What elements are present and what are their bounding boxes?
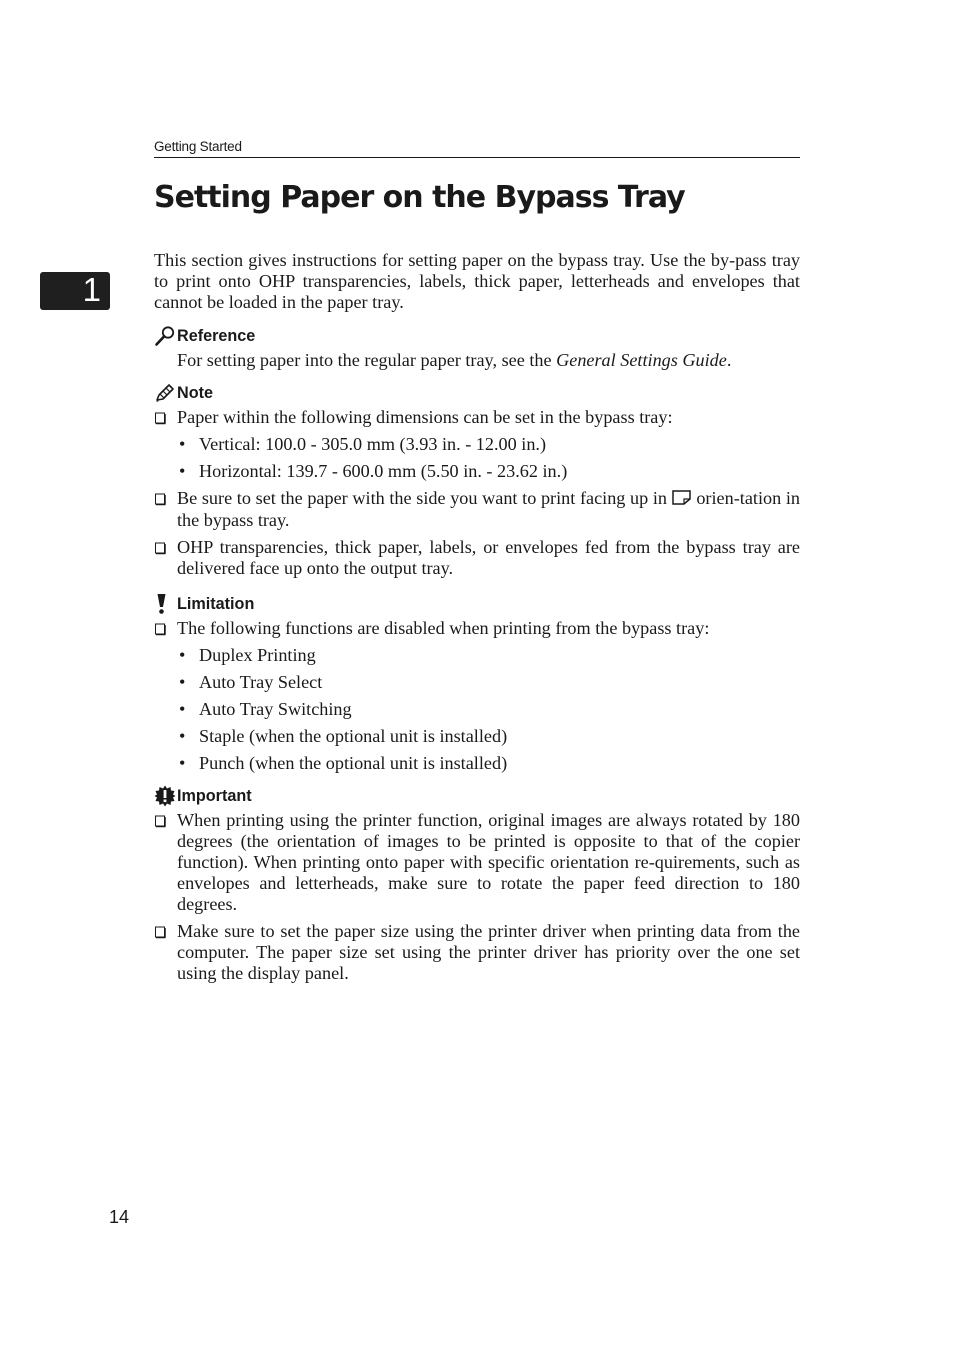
important-item	[154, 921, 800, 984]
important-item-text: When printing using the printer function, original images are always rotated by 180 degrees (the orientation of images to be printed is opposite to that of the copier function). When printing onto paper with specific orientation re-quirements, such as envelopes and letterheads, make sure to rotate the paper feed direction to 180 degrees.	[177, 810, 800, 914]
running-header: Getting Started	[154, 139, 800, 158]
pencil-icon	[154, 382, 177, 404]
checkbox-icon	[154, 810, 170, 831]
checkbox-icon	[154, 537, 170, 558]
important-seal-icon	[154, 785, 177, 807]
note-item	[154, 537, 800, 579]
exclamation-icon	[154, 593, 177, 615]
bullet-text: Auto Tray Switching	[199, 699, 352, 719]
note-item	[154, 488, 800, 531]
important-label: Important	[177, 787, 252, 805]
checkbox-icon	[154, 407, 170, 428]
bullet-text: Staple (when the optional unit is installed)	[199, 726, 508, 746]
chapter-number: 1	[82, 271, 101, 308]
note-label: Note	[177, 384, 213, 402]
important-item-text: Make sure to set the paper size using the printer driver when printing data from the computer. The paper size set using the printer driver has priority over the one set using the display panel.	[177, 921, 800, 983]
bullet-text: Duplex Printing	[199, 645, 316, 665]
page-title: Setting Paper on the Bypass Tray	[154, 180, 685, 215]
bullet-text: Punch (when the optional unit is installed)	[199, 753, 508, 773]
important-section	[154, 785, 800, 984]
limitation-item	[154, 618, 800, 639]
checkbox-icon	[154, 618, 170, 639]
note-section	[154, 382, 800, 579]
page-number: 14	[109, 1207, 130, 1227]
note-heading	[154, 382, 800, 404]
bullet-item: • Auto Tray Select	[179, 672, 323, 692]
reference-text: For setting paper into the regular paper tray, see the General Settings Guide.	[177, 350, 732, 370]
page-content	[154, 250, 800, 984]
checkbox-icon	[154, 921, 170, 942]
reference-label: Reference	[177, 327, 256, 345]
limitation-section	[154, 593, 800, 774]
bullet-text: Vertical: 100.0 - 305.0 mm (3.93 in. - 12.00 in.)	[199, 434, 547, 454]
limitation-heading	[154, 593, 800, 615]
bullet-item: • Staple (when the optional unit is installed)	[179, 726, 508, 746]
bullet-item: • Duplex Printing	[179, 645, 316, 665]
note-item-text: Be sure to set the paper with the side you want to print facing up in orien-tation in the bypass tray.	[177, 488, 800, 530]
intro-paragraph: This section gives instructions for setting paper on the bypass tray. Use the by-pass tray to print onto OHP transparencies, labels, thick paper, letterheads and envelopes that cannot be loaded in the paper tray.	[154, 250, 800, 312]
bullet-text: Horizontal: 139.7 - 600.0 mm (5.50 in. - 23.62 in.)	[199, 461, 568, 481]
bullet-text: Auto Tray Select	[199, 672, 323, 692]
bullet-item: • Auto Tray Switching	[179, 699, 352, 719]
bullet-item: • Horizontal: 139.7 - 600.0 mm (5.50 in. - 23.62 in.)	[179, 461, 568, 481]
important-item	[154, 810, 800, 915]
note-item	[154, 407, 800, 428]
paper-orientation-icon	[672, 489, 692, 510]
magnifier-icon	[154, 325, 177, 347]
bullet-item: • Vertical: 100.0 - 305.0 mm (3.93 in. - 12.00 in.)	[179, 434, 547, 454]
important-heading	[154, 785, 800, 807]
note-item-text: Paper within the following dimensions can be set in the bypass tray:	[177, 407, 673, 427]
chapter-tab	[40, 272, 110, 310]
bullet-item: • Punch (when the optional unit is installed)	[179, 753, 508, 773]
limitation-item-text: The following functions are disabled when printing from the bypass tray:	[177, 618, 710, 638]
limitation-label: Limitation	[177, 595, 255, 613]
reference-section	[154, 325, 800, 371]
guide-title: General Settings Guide	[556, 350, 727, 370]
reference-heading	[154, 325, 800, 347]
checkbox-icon	[154, 488, 170, 509]
note-item-text: OHP transparencies, thick paper, labels, or envelopes fed from the bypass tray are delivered face up onto the output tray.	[177, 537, 800, 578]
